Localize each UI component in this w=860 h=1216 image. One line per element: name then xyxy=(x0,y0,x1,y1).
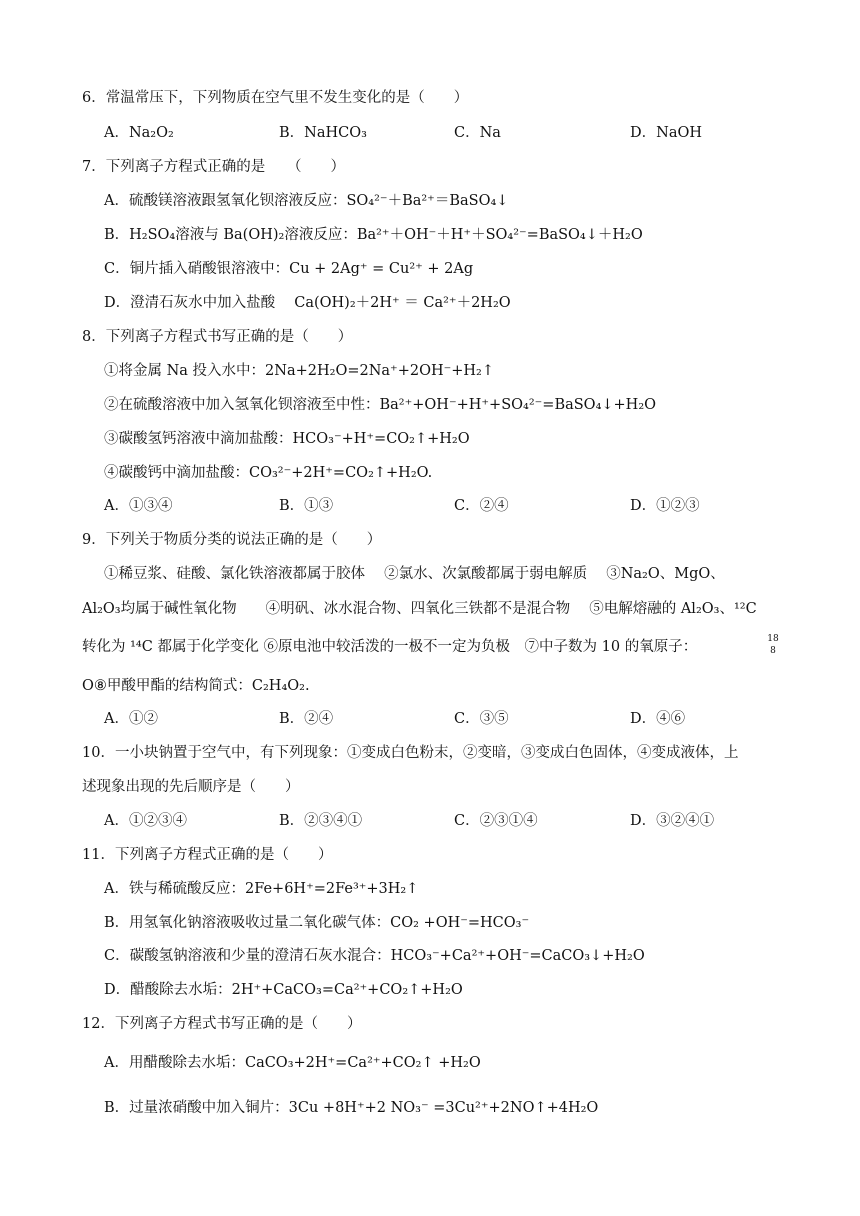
q10-option-d: D．③②④① xyxy=(630,813,715,829)
question-7-stem: 7．下列离子方程式正确的是 （ ） xyxy=(82,159,345,175)
question-10-stem-line-1: 10．一小块钠置于空气中，有下列现象：①变成白色粉末，②变暗，③变成白色固体，④变成液体，上 xyxy=(82,745,739,761)
q6-option-d: D．NaOH xyxy=(630,125,702,141)
question-6-stem: 6．常温常压下，下列物质在空气里不发生变化的是（ ） xyxy=(82,90,469,106)
q12-option-a: A．用醋酸除去水垢：CaCO₃+2H⁺=Ca²⁺+CO₂↑ +H₂O xyxy=(104,1055,481,1071)
q10-option-b: B．②③④① xyxy=(279,813,363,829)
q6-option-c: C．Na xyxy=(454,125,501,141)
question-10-stem-line-2: 述现象出现的先后顺序是（ ） xyxy=(82,779,300,795)
q8-option-c: C．②④ xyxy=(454,498,509,514)
question-8-stem: 8．下列离子方程式书写正确的是（ ） xyxy=(82,329,353,345)
q8-statement-2: ②在硫酸溶液中加入氢氧化钡溶液至中性：Ba²⁺+OH⁻+H⁺+SO₄²⁻=BaSO₄↓+H₂O xyxy=(104,397,657,413)
q8-statement-3: ③碳酸氢钙溶液中滴加盐酸：HCO₃⁻+H⁺=CO₂↑+H₂O xyxy=(104,431,470,447)
q7-option-d: D．澄清石灰水中加入盐酸 Ca(OH)₂＋2H⁺ ＝ Ca²⁺＋2H₂O xyxy=(104,295,511,311)
q11-option-a: A．铁与稀硫酸反应：2Fe+6H⁺=2Fe³⁺+3H₂↑ xyxy=(104,881,419,897)
q10-option-a: A．①②③④ xyxy=(104,813,187,829)
q6-option-b: B．NaHCO₃ xyxy=(279,125,367,141)
q7-option-a: A．硫酸镁溶液跟氢氧化钡溶液反应：SO₄²⁻＋Ba²⁺＝BaSO₄↓ xyxy=(104,193,509,209)
question-12-stem: 12．下列离子方程式书写正确的是（ ） xyxy=(82,1016,362,1032)
question-9-stem: 9．下列关于物质分类的说法正确的是（ ） xyxy=(82,532,382,548)
q9-statement-line-1: ①稀豆浆、硅酸、氯化铁溶液都属于胶体 ②氯水、次氯酸都属于弱电解质 ③Na₂O、MgO、 xyxy=(104,566,725,582)
q9-option-a: A．①② xyxy=(104,711,158,727)
isotope-atomic-number: 8 xyxy=(770,646,776,656)
q11-option-d: D．醋酸除去水垢：2H⁺+CaCO₃=Ca²⁺+CO₂↑+H₂O xyxy=(104,982,463,998)
q8-option-d: D．①②③ xyxy=(630,498,700,514)
q9-option-d: D．④⑥ xyxy=(630,711,686,727)
q7-option-c: C．铜片插入硝酸银溶液中：Cu + 2Ag⁺ = Cu²⁺ + 2Ag xyxy=(104,261,474,277)
q8-option-b: B．①③ xyxy=(279,498,334,514)
q9-option-c: C．③⑤ xyxy=(454,711,509,727)
q9-statement-line-2: Al₂O₃均属于碱性氧化物 ④明矾、冰水混合物、四氧化三铁都不是混合物 ⑤电解熔融的 Al₂O₃、¹²C xyxy=(82,601,757,617)
q9-statement-line-3: 转化为 ¹⁴C 都属于化学变化 ⑥原电池中较活泼的一极不一定为负极 ⑦中子数为 10 的氧原子： xyxy=(82,639,698,655)
q10-option-c: C．②③①④ xyxy=(454,813,538,829)
q8-option-a: A．①③④ xyxy=(104,498,173,514)
q11-option-b: B．用氢氧化钠溶液吸收过量二氧化碳气体：CO₂ +OH⁻=HCO₃⁻ xyxy=(104,915,530,931)
q8-statement-4: ④碳酸钙中滴加盐酸：CO₃²⁻+2H⁺=CO₂↑+H₂O. xyxy=(104,465,433,481)
q7-option-b: B．H₂SO₄溶液与 Ba(OH)₂溶液反应：Ba²⁺＋OH⁻＋H⁺＋SO₄²⁻=BaSO₄↓＋H₂O xyxy=(104,227,643,243)
q12-option-b: B．过量浓硝酸中加入铜片：3Cu +8H⁺+2 NO₃⁻ =3Cu²⁺+2NO↑+4H₂O xyxy=(104,1100,599,1116)
question-11-stem: 11．下列离子方程式正确的是（ ） xyxy=(82,847,333,863)
isotope-mass-number: 18 xyxy=(767,634,779,644)
q8-statement-1: ①将金属 Na 投入水中：2Na+2H₂O=2Na⁺+2OH⁻+H₂↑ xyxy=(104,363,495,379)
q6-option-a: A．Na₂O₂ xyxy=(104,125,174,141)
q9-option-b: B．②④ xyxy=(279,711,334,727)
q11-option-c: C．碳酸氢钠溶液和少量的澄清石灰水混合：HCO₃⁻+Ca²⁺+OH⁻=CaCO₃↓+H₂O xyxy=(104,948,645,964)
q9-statement-line-4: O⑧甲酸甲酯的结构简式：C₂H₄O₂. xyxy=(82,678,310,694)
